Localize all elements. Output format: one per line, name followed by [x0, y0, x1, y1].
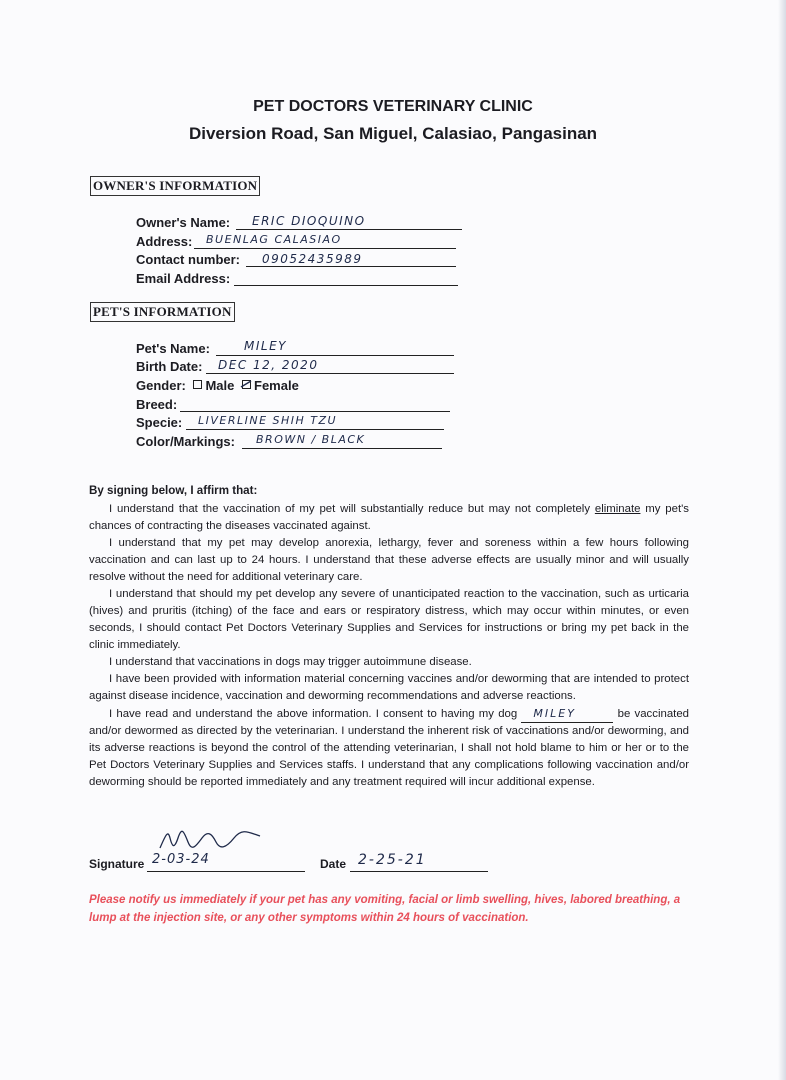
pet-birth-value: DEC 12, 2020: [218, 358, 319, 372]
owner-email-label: Email Address:: [136, 271, 231, 286]
pet-color-value: BROWN / BLACK: [256, 433, 366, 446]
pet-name-row: [136, 341, 210, 356]
signature-label: Signature: [89, 857, 145, 871]
consent-heading: By signing below, I affirm that:: [89, 484, 258, 497]
pet-name-label: Pet's Name:: [136, 341, 210, 356]
scan-edge-shadow: [778, 0, 786, 1080]
signature-date-written: 2-03-24: [152, 852, 210, 867]
date-value: 2-25-21: [358, 852, 427, 868]
eliminate-underlined: eliminate: [594, 503, 641, 515]
consent-p1-text: I understand that the vaccination of my pet will substantially reduce but may not completely: [109, 503, 591, 515]
consent-paragraph-5: I have been provided with information material concerning vaccines and/or deworming that are intended to protect against disease incidence, vaccination and deworming recommendations and adverse reactions.: [89, 673, 689, 702]
dog-name-field[interactable]: MILEY: [521, 705, 613, 723]
consent-p1-end: my pet's chances of contracting the diseases vaccinated against.: [89, 503, 689, 532]
consent-p6-end: be vaccinated and/or dewormed as directed by the veterinarian. I understand the inherent risk of vaccinations and/or deworming, and its adverse reactions is beyond the control of the attending veterinarian, I shall not hold blame to him or her or to the Pet Doctors Veterinary Supplies and Services staffs. I understand that any complications following vaccination and/or deworming should be reported immediately and any treatment required will incur additional expense.: [89, 708, 689, 788]
owner-contact-value: 09052435989: [262, 252, 363, 266]
consent-paragraph-1: [89, 501, 689, 535]
owner-contact-row: [136, 252, 240, 267]
pet-breed-field[interactable]: [180, 397, 450, 412]
pet-breed-row: [136, 397, 177, 412]
owner-contact-label: Contact number:: [136, 252, 240, 267]
male-checkbox[interactable]: [193, 380, 202, 389]
owner-email-field[interactable]: [234, 271, 458, 286]
owner-email-row: [136, 271, 230, 286]
consent-paragraph-6: [89, 705, 689, 791]
owner-section-title: OWNER'S INFORMATION: [90, 176, 260, 196]
consent-paragraph-3: I understand that should my pet develop any severe of unanticipated reaction to the vaccination, such as urticaria (hives) and pruritis (itching) of the face and ears or respiratory distress, which may occur within minutes, or even seconds, I should contact Pet Doctors Veterinary Supplies and Services for instructions or bring my pet back in the clinic immediately.: [89, 588, 689, 651]
consent-paragraph-2: I understand that my pet may develop anorexia, lethargy, fever and soreness within a few hours following vaccination and can last up to 24 hours. I understand that these adverse effects are usually minor and will usually resolve without the need for additional veterinary care.: [89, 537, 689, 583]
pet-gender-row: [136, 378, 299, 393]
check-mark-icon: [240, 379, 252, 389]
owner-address-value: BUENLAG CALASIAO: [206, 233, 342, 246]
clinic-address: Diversion Road, San Miguel, Calasiao, Pangasinan: [188, 124, 598, 143]
consent-p6-start: I have read and understand the above information. I consent to having my dog: [109, 708, 522, 720]
owner-name-label: Owner's Name:: [136, 215, 231, 230]
female-checkbox[interactable]: [242, 380, 251, 389]
symptom-warning: Please notify us immediately if your pet has any vomiting, facial or limb swelling, hives, labored breathing, a lump at the injection site, or any other symptoms within 24 hours of vaccination.: [89, 894, 681, 924]
pet-specie-row: [136, 415, 182, 430]
pet-gender-label: Gender:: [136, 378, 186, 393]
pet-color-row: [136, 434, 235, 449]
owner-name-row: [136, 215, 230, 230]
pet-breed-label: Breed:: [136, 397, 178, 412]
owner-address-label: Address:: [136, 234, 193, 249]
pet-section-title: PET'S INFORMATION: [90, 302, 235, 322]
owner-name-value: ERIC DIOQUINO: [252, 214, 366, 228]
owner-address-row: [136, 234, 192, 249]
pet-color-label: Color/Markings:: [136, 434, 235, 449]
female-label: Female: [254, 378, 299, 393]
male-label: Male: [205, 378, 235, 393]
clinic-name: PET DOCTORS VETERINARY CLINIC: [253, 98, 533, 115]
pet-name-value: MILEY: [244, 339, 287, 353]
date-label: Date: [320, 857, 347, 871]
pet-birth-row: [136, 359, 202, 374]
pet-specie-label: Specie:: [136, 415, 183, 430]
consent-body: [89, 501, 689, 791]
pet-birth-label: Birth Date:: [136, 359, 203, 374]
pet-specie-value: LIVERLINE SHIH TZU: [198, 414, 338, 427]
consent-paragraph-4: I understand that vaccinations in dogs may trigger autoimmune disease.: [109, 656, 472, 668]
